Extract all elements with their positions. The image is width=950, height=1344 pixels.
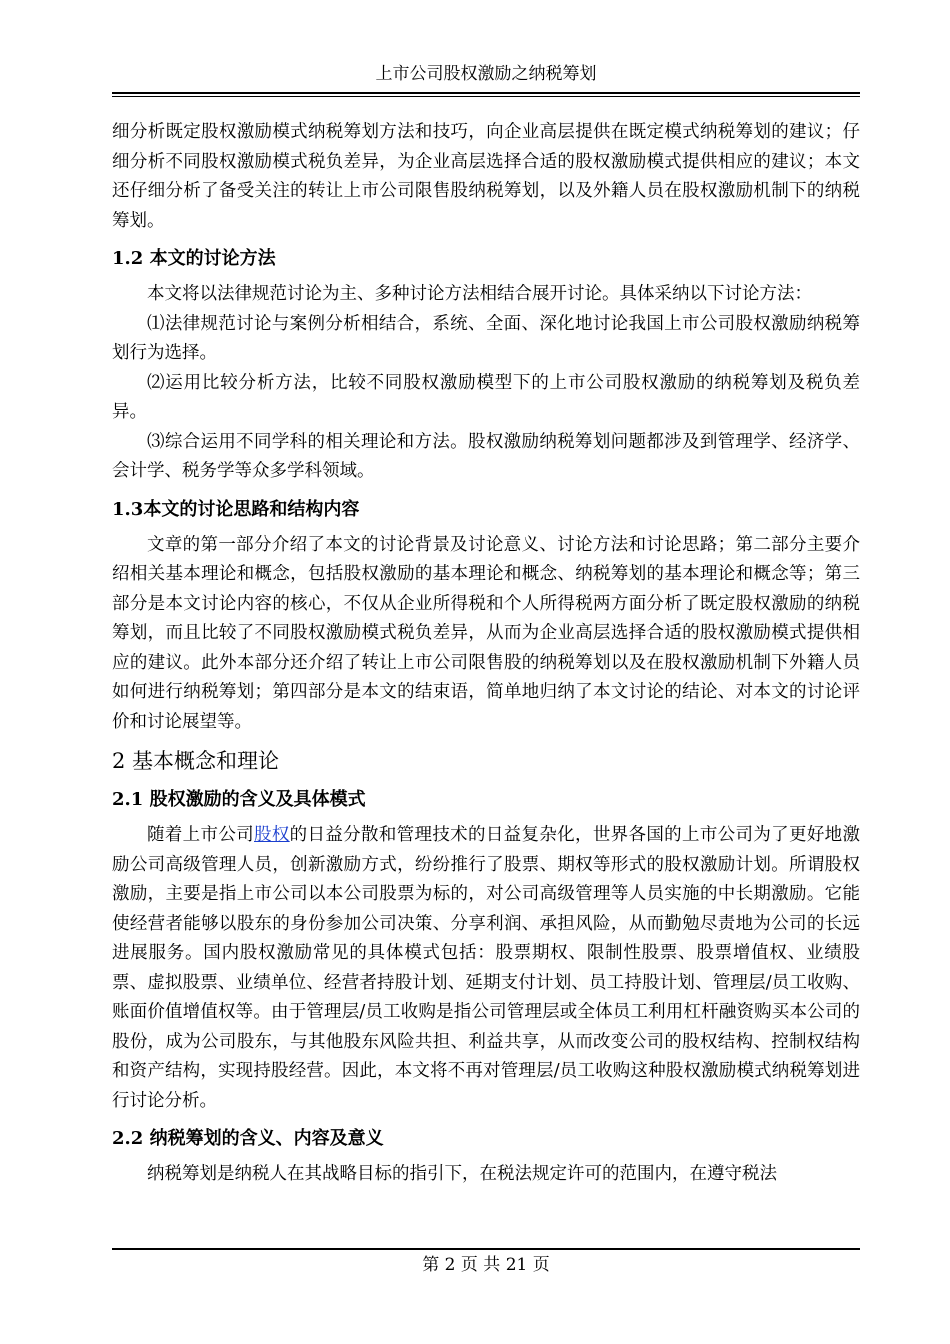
paragraph: 纳税筹划是纳税人在其战略目标的指引下，在税法规定许可的范围内，在遵守税法 <box>147 1164 777 1184</box>
list-item: ⑴法律规范讨论与案例分析相结合，系统、全面、深化地讨论我国上市公司股权激励纳税筹划行为选择。 <box>112 313 860 363</box>
section-heading-2-1: 2.1 股权激励的含义及具体模式 <box>112 789 366 810</box>
header-rule-thin <box>112 96 860 97</box>
paragraph <box>112 821 860 1116</box>
list-item: ⑵运用比较分析方法，比较不同股权激励模型下的上市公司股权激励的纳税筹划及税负差异。 <box>112 372 860 422</box>
paragraph: 本文将以法律规范讨论为主、多种讨论方法相结合展开讨论。具体采纳以下讨论方法： <box>147 284 812 304</box>
equity-link[interactable]: 股权 <box>254 825 290 845</box>
header-rule-thick <box>112 92 860 94</box>
paragraph-text: 随着上市公司 <box>147 825 254 845</box>
page-header: 上市公司股权激励之纳税筹划 <box>375 64 597 84</box>
chapter-heading-2: 2 基本概念和理论 <box>112 749 280 773</box>
footer-rule <box>112 1248 860 1250</box>
page-number: 第 2 页 共 21 页 <box>422 1255 550 1275</box>
document-body <box>112 118 860 1190</box>
section-heading-1-3: 1.3本文的讨论思路和结构内容 <box>112 498 360 520</box>
section-heading-1-2: 1.2 本文的讨论方法 <box>112 248 276 269</box>
paragraph-text: 的日益分散和管理技术的日益复杂化，世界各国的上市公司为了更好地激励公司高级管理人员，创新激励方式，纷纷推行了股票、期权等形式的股权激励计划。所谓股权激励，主要是指上市公司以本公司股票为标的，对公司高级管理等人员实施的中长期激励。它能使经营者能够以股东的身份参加公司决策、分享利润、承担风险，从而勤勉尽责地为公司的长远进展服务。国内股权激励常见的具体模式包括：股票期权、限制性股票、股票增值权、业绩股票、虚拟股票、业绩单位、经营者持股计划、延期支付计划、员工持股计划、管理层/员工收购、账面价值增值权等。由于管理层/员工收购是指公司管理层或全体员工利用杠杆融资购买本公司的股份，成为公司股东，与其他股东风险共担、利益共享，从而改变公司的股权结构、控制权结构和资产结构，实现持股经营。因此，本文将不再对管理层/员工收购这种股权激励模式纳税筹划进行讨论分析。 <box>112 825 861 1111</box>
paragraph: 文章的第一部分介绍了本文的讨论背景及讨论意义、讨论方法和讨论思路；第二部分主要介绍相关基本理论和概念，包括股权激励的基本理论和概念、纳税筹划的基本理论和概念等；第三部分是本文讨论内容的核心，不仅从企业所得税和个人所得税两方面分析了既定股权激励的纳税筹划，而且比较了不同股权激励模式税负差异，从而为企业高层选择合适的股权激励模式提供相应的建议。此外本部分还介绍了转让上市公司限售股的纳税筹划以及在股权激励机制下外籍人员如何进行纳税筹划；第四部分是本文的结束语，简单地归纳了本文讨论的结论、对本文的讨论评价和讨论展望等。 <box>112 534 860 732</box>
list-item: ⑶综合运用不同学科的相关理论和方法。股权激励纳税筹划问题都涉及到管理学、经济学、会计学、税务学等众多学科领域。 <box>112 431 860 481</box>
paragraph: 细分析既定股权激励模式纳税筹划方法和技巧，向企业高层提供在既定模式纳税筹划的建议；仔细分析不同股权激励模式税负差异，为企业高层选择合适的股权激励模式提供相应的建议；本文还仔细分析了备受关注的转让上市公司限售股纳税筹划，以及外籍人员在股权激励机制下的纳税筹划。 <box>112 122 860 231</box>
section-heading-2-2: 2.2 纳税筹划的含义、内容及意义 <box>112 1128 384 1149</box>
